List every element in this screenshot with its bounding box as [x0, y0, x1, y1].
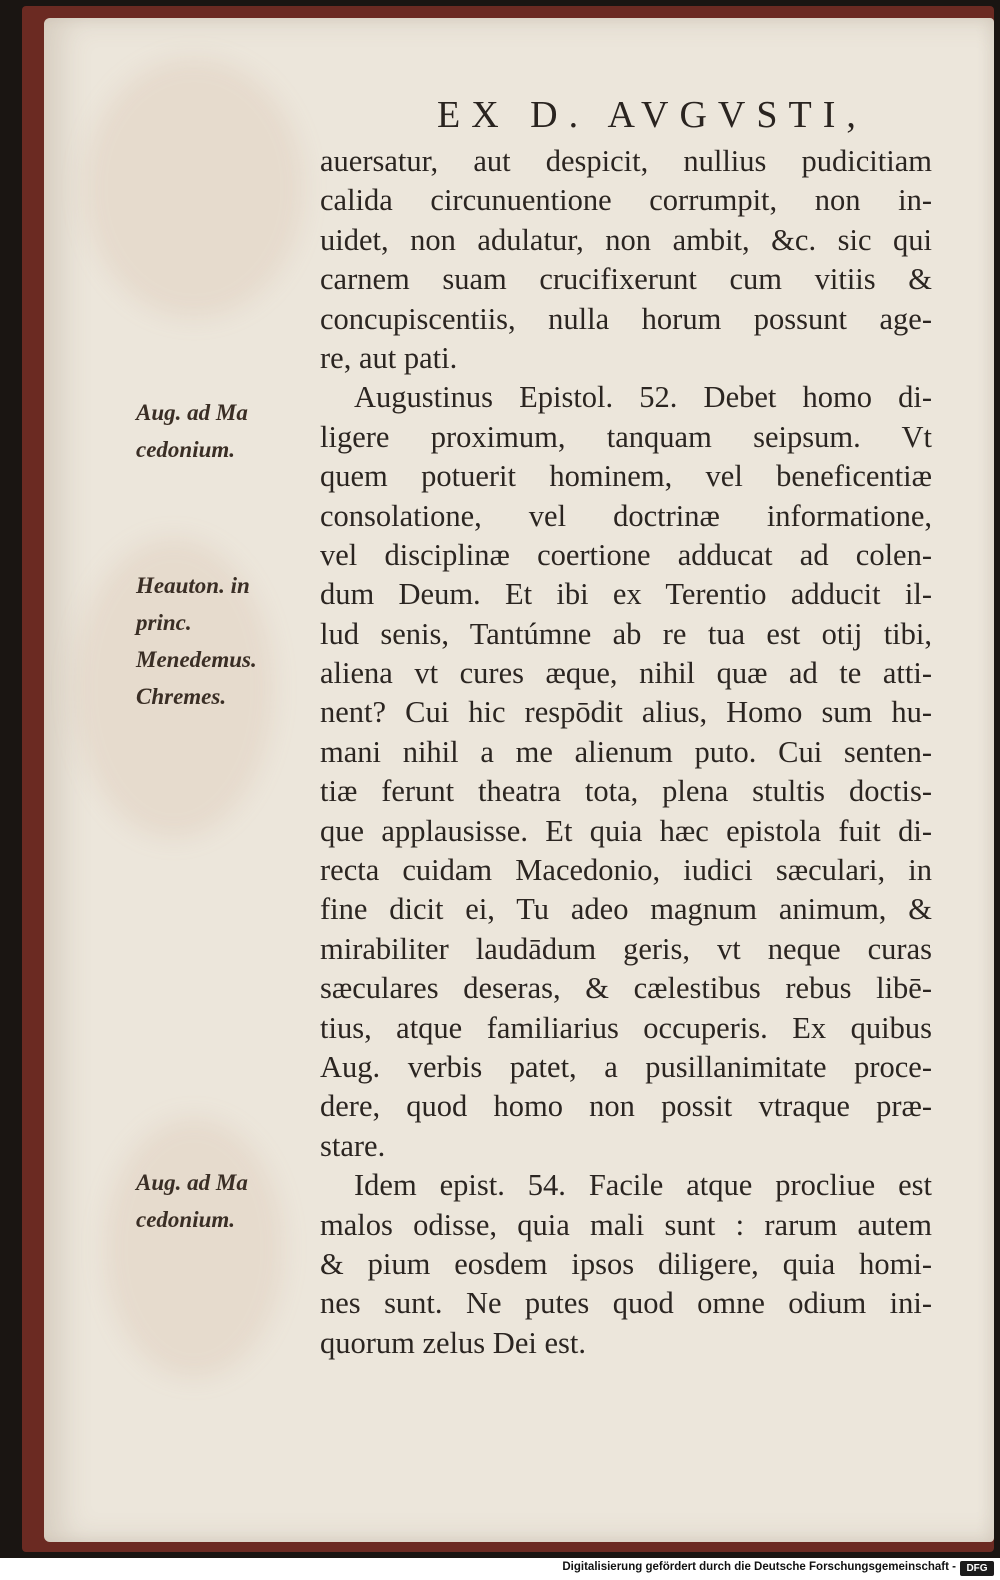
margin-note-line: cedonium. [136, 1207, 236, 1232]
margin-note-3 [136, 1164, 316, 1238]
text-line: consolatione, vel doctrinæ informatione, [320, 498, 932, 533]
margin-note-line: princ. [136, 610, 192, 635]
text-line: Aug. verbis patet, a pusillanimitate proce- [320, 1049, 932, 1084]
text-line: vel disciplinæ coertione adducat ad colen- [320, 537, 932, 572]
text-line: mani nihil a me alienum puto. Cui senten- [320, 734, 932, 769]
margin-note-1 [136, 394, 316, 468]
text-line: nent? Cui hic respōdit alius, Homo sum hu- [320, 695, 932, 730]
text-line: re, aut pati. [320, 340, 458, 375]
paragraph-3 [320, 1166, 932, 1363]
margin-note-line: cedonium. [136, 437, 236, 462]
text-line: malos odisse, quia mali sunt : rarum autem [320, 1207, 932, 1242]
text-line: & pium eosdem ipsos diligere, quia homi- [320, 1246, 932, 1281]
text-line: recta cuidam Macedonio, iudici sæculari, in [320, 853, 932, 888]
text-line: auersatur, aut despicit, nullius pudicitiam [320, 144, 932, 178]
book-page [44, 18, 994, 1542]
text-line: quem potuerit hominem, vel beneficentiæ [320, 459, 932, 494]
text-line: ligere proximum, tanquam seipsum. Vt [320, 419, 932, 454]
margin-note-line: Chremes. [136, 684, 227, 709]
text-line: dum Deum. Et ibi ex Terentio adducit il- [320, 577, 932, 612]
paragraph-1 [320, 142, 932, 378]
margin-note-2 [136, 567, 316, 715]
text-line: fine dicit ei, Tu adeo magnum animum, & [320, 892, 932, 927]
text-line: Augustinus Epistol. 52. Debet homo di- [354, 380, 932, 415]
text-line: dere, quod homo non possit vtraque præ- [320, 1089, 932, 1124]
text-line: stare. [320, 1128, 386, 1163]
text-line: tiæ ferunt theatra tota, plena stultis doctis- [320, 774, 932, 809]
text-line: concupiscentiis, nulla horum possunt age- [320, 301, 932, 336]
text-line: sæculares deseras, & cælestibus rebus libē- [320, 971, 932, 1006]
paragraph-2 [320, 378, 932, 1166]
text-line: uidet, non adulatur, non ambit, &c. sic qui [320, 222, 932, 257]
text-line: aliena vt cures æque, nihil quæ ad te atti- [320, 656, 932, 691]
text-line: carnem suam crucifixerunt cum vitiis & [320, 262, 932, 297]
margin-note-line: Aug. ad Ma [136, 400, 248, 425]
margin-note-line: Menedemus. [136, 647, 257, 672]
margin-note-line: Heauton. in [136, 573, 250, 598]
text-line: nes sunt. Ne putes quod omne odium ini- [320, 1286, 932, 1321]
text-line: tius, atque familiarius occuperis. Ex quibus [320, 1010, 932, 1045]
funding-credit: Digitalisierung gefördert durch die Deutsche Forschungsgemeinschaft - [562, 1561, 956, 1573]
text-line: Idem epist. 54. Facile atque procliue est [354, 1168, 932, 1203]
text-line: que applausisse. Et quia hæc epistola fuit di- [320, 813, 932, 848]
footer-bar [0, 1558, 1000, 1580]
running-head: EX D. AVGVSTI, [437, 94, 867, 136]
text-line: calida circunuentione corrumpit, non in- [320, 183, 932, 218]
main-text [320, 142, 932, 1363]
text-line: lud senis, Tantúmne ab re tua est otij tibi, [320, 616, 932, 651]
text-line: quorum zelus Dei est. [320, 1325, 586, 1360]
margin-note-line: Aug. ad Ma [136, 1170, 248, 1195]
paper-stain [104, 1118, 284, 1378]
dfg-logo-icon: DFG [960, 1561, 994, 1576]
text-line: mirabiliter laudādum geris, vt neque curas [320, 931, 932, 966]
page-header [44, 93, 994, 149]
